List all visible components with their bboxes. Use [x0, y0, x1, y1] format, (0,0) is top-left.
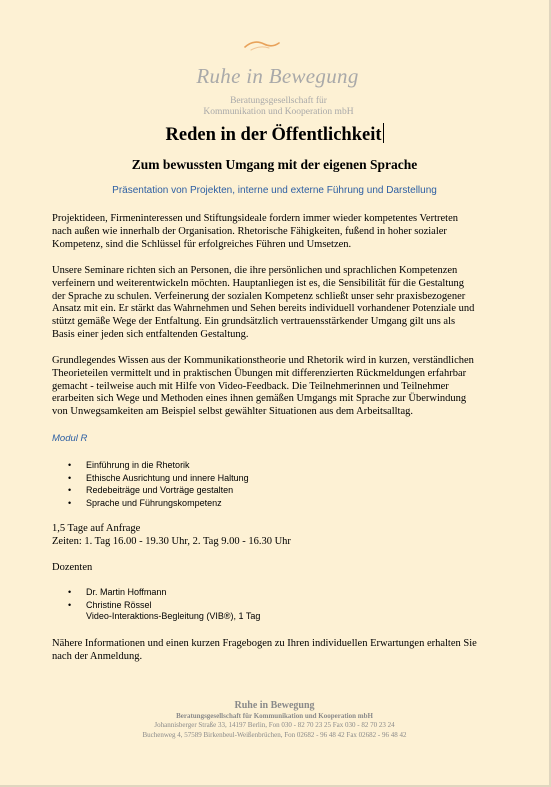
- schedule-duration: 1,5 Tage auf Anfrage: [52, 523, 141, 534]
- schedule-times: Zeiten: 1. Tag 16.00 - 19.30 Uhr, 2. Tag 9.00 - 16.30 Uhr: [52, 536, 291, 547]
- document-title-text: Reden in der Öffentlichkeit: [165, 125, 382, 145]
- tagline: Präsentation von Projekten, interne und externe Führung und Darstellung: [112, 185, 437, 196]
- modul-list: [68, 459, 249, 509]
- document-subtitle: Zum bewussten Umgang mit der eigenen Sprache: [131, 157, 418, 172]
- logo-swirl-icon: [242, 38, 282, 54]
- list-item: • Dr. Martin Hoffmann: [68, 586, 166, 599]
- document-title[interactable]: [0, 123, 549, 146]
- text-cursor: [383, 123, 384, 143]
- logo-subtitle-line2: Kommunikation und Kooperation mbH: [203, 107, 354, 117]
- paragraph-knowledge: Grundlegendes Wissen aus der Kommunikationstheorie und Rhetorik wird in kurzen, verständlichen Theorieteilen vermittelt und in praktischen Übungen mit differenzierten Rückmeldungen erfahrbar gemacht - teilweise auch mit Hilfe von Video-Feedback. Die Teilnehmerinnen und Teilnehmer erarbeiten sich Wege und Methoden eines ihnen gemäßen Umgangs mit Sprache zur Überwindung von Unwegsamkeiten am Beispiel selbst gewählter Situationen aus dem Arbeitsalltag.: [52, 355, 474, 418]
- list-item: • Redebeiträge und Vorträge gestalten: [68, 484, 249, 497]
- modul-label: Modul R: [52, 433, 88, 444]
- list-item: • Ethische Ausrichtung und innere Haltung: [68, 472, 249, 485]
- dozenten-note: Video-Interaktions-Begleitung (VIB®), 1 Tag: [86, 611, 261, 621]
- footer-company-name: Ruhe in Bewegung: [234, 700, 315, 711]
- footer-address-berlin: Johannisberger Straße 33, 14197 Berlin, Fon 030 - 82 70 23 25 Fax 030 - 82 70 23 24: [154, 721, 395, 729]
- paragraph-intro: Projektideen, Firmeninteressen und Stiftungsideale fordern immer wieder kompetentes Vertreten nach außen wie innerhalb der Organisation. Rhetorische Fähigkeiten, fußend in hoher sozialer Kompetenz, sind die Schlüssel für erfolgreiches Führen und Umsetzen.: [52, 213, 458, 250]
- paragraph-seminars: Unsere Seminare richten sich an Personen, die ihre persönlichen und sprachlichen Kompetenzen verfeinern und weiterentwickeln möchten. Hauptanliegen ist es, die Sensibilität für die Gestaltung der Sprache zu schulen. Verfeinerung der sozialen Kompetenz schließt unser sehr praxisbezogener Ansatz mit ein. Er stärkt das Wahrnehmen und Sehen bereits individuell vorhandener Potenziale und stützt gemäße Wege der Entfaltung. Ein grundsätzlich vertrauensstärkender Umgang gilt uns als Basis einer jeden sich entfaltenden Gestaltung.: [52, 265, 475, 340]
- logo-subtitle-line1: Beratungsgesellschaft für: [230, 96, 327, 106]
- list-item: • Christine Rössel: [68, 599, 166, 612]
- logo-title: Ruhe in Bewegung: [196, 64, 359, 88]
- dozenten-list: [68, 586, 166, 611]
- footer-line1: Beratungsgesellschaft für Kommunikation und Kooperation mbH: [176, 712, 373, 720]
- list-item: • Sprache und Führungskompetenz: [68, 497, 249, 510]
- dozenten-heading: Dozenten: [52, 562, 93, 573]
- closing-paragraph: Nähere Informationen und einen kurzen Fragebogen zu Ihren individuellen Erwartungen erhalten Sie nach der Anmeldung.: [52, 638, 477, 662]
- footer-address-birkenbeul: Buchenweg 4, 57589 Birkenbeul-Weißenbrüchen, Fon 02682 - 96 48 42 Fax 02682 - 96 48 42: [142, 731, 407, 739]
- list-item: • Einführung in die Rhetorik: [68, 459, 249, 472]
